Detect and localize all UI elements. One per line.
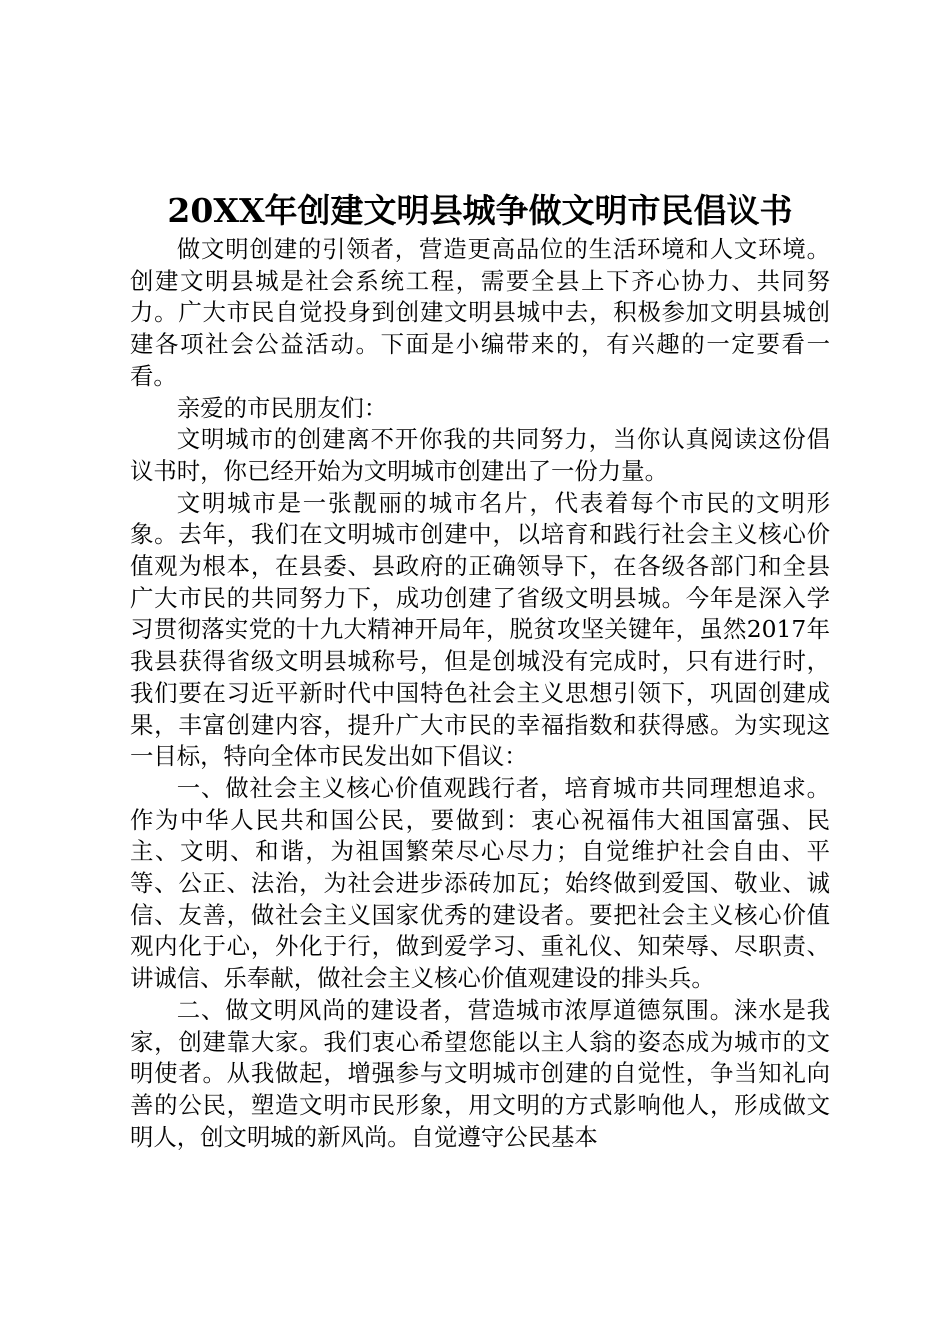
proposal-item-2: 二、做文明风尚的建设者，营造城市浓厚道德氛围。涞水是我家，创建靠大家。我们衷心希望您能以主人翁的姿态成为城市的文明使者。从我做起，增强参与文明城市创建的自觉性，争当知礼向善的公民，塑造文明市民形象，用文明的方式影响他人，形成做文明人，创文明城的新风尚。自觉遵守公民基本 bbox=[130, 995, 830, 1151]
proposal-item-1: 一、做社会主义核心价值观践行者，培育城市共同理想追求。作为中华人民共和国公民，要做到：衷心祝福伟大祖国富强、民主、文明、和谐，为祖国繁荣尽心尽力；自觉维护社会自由、平等、公正、法治，为社会进步添砖加瓦；始终做到爱国、敬业、诚信、友善，做社会主义国家优秀的建设者。要把社会主义核心价值观内化于心，外化于行，做到爱学习、重礼仪、知荣辱、尽职责、讲诚信、乐奉献，做社会主义核心价值观建设的排头兵。 bbox=[130, 773, 830, 993]
salutation: 亲爱的市民朋友们： bbox=[176, 393, 388, 422]
document-title: 20XX年创建文明县城争做文明市民倡议书 bbox=[167, 191, 793, 230]
body-paragraph: 文明城市的创建离不开你我的共同努力，当你认真阅读这份倡议书时，你已经开始为文明城市创建出了一份力量。 bbox=[130, 425, 830, 485]
body-paragraph: 文明城市是一张靓丽的城市名片，代表着每个市民的文明形象。去年，我们在文明城市创建中，以培育和践行社会主义核心价值观为根本，在县委、县政府的正确领导下，在各级各部门和全县广大市民的共同努力下，成功创建了省级文明县城。今年是深入学习贯彻落实党的十九大精神开局年，脱贫攻坚关键年，虽然2017年我县获得省级文明县城称号，但是创城没有完成时，只有进行时，我们要在习近平新时代中国特色社会主义思想引领下，巩固创建成果，丰富创建内容，提升广大市民的幸福指数和获得感。为实现这一目标，特向全体市民发出如下倡议： bbox=[130, 488, 830, 771]
document-body bbox=[130, 234, 830, 1153]
intro-paragraph: 做文明创建的引领者，营造更高品位的生活环境和人文环境。创建文明县城是社会系统工程，需要全县上下齐心协力、共同努力。广大市民自觉投身到创建文明县城中去，积极参加文明县城创建各项社会公益活动。下面是小编带来的，有兴趣的一定要看一看。 bbox=[130, 235, 830, 390]
